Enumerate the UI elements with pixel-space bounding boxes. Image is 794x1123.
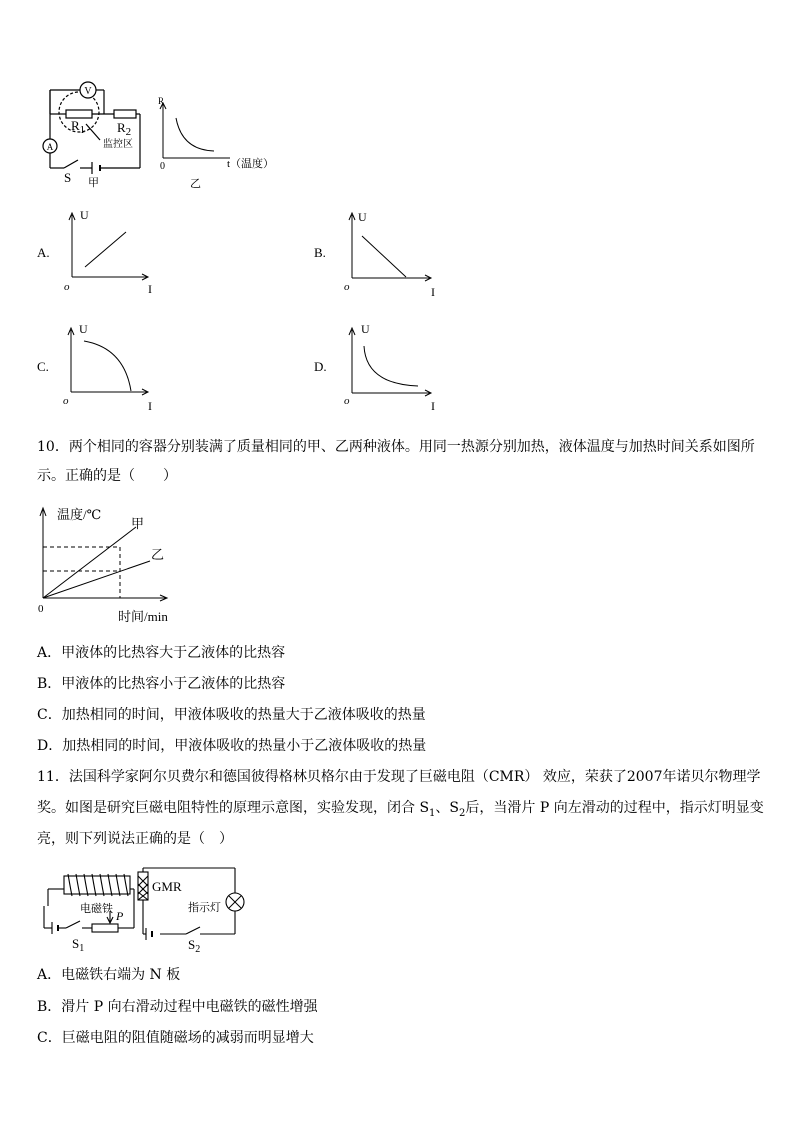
series-yi-line: [43, 561, 150, 598]
figure-circuit-and-rt-graph: [0, 0, 794, 200]
option-d-xlabel: I: [431, 399, 435, 413]
rt-axis-t: t（温度）: [227, 158, 275, 170]
circuit-caption: 甲: [88, 177, 99, 189]
s2-label: $S_2$: [188, 937, 201, 955]
q10-graph-series-yi: 乙: [151, 547, 165, 562]
option-d-graph: [314, 322, 435, 413]
q10-option-d: D．加热相同的时间，甲液体吸收的热量小于乙液体吸收的热量: [37, 738, 427, 754]
switch-label: S: [64, 170, 72, 185]
q11-stem-line2: 奖。如图是研究巨磁电阻特性的原理示意图，实验发现，闭合 $S_1$、$S_2$后，当滑片 P 向左滑动的过程中，指示灯明显变: [37, 800, 764, 819]
q11-option-b: B．滑片 P 向右滑动过程中电磁铁的磁性增强: [37, 999, 318, 1015]
option-c-graph: [37, 322, 152, 413]
q11-option-c: C．巨磁电阻的阻值随磁场的减弱而明显增大: [37, 1030, 314, 1046]
rt-caption: 乙: [190, 178, 201, 190]
q10-graph-xlabel: 时间/min: [118, 609, 168, 624]
option-a-label: A.: [37, 245, 50, 260]
q11-option-a: A．电磁铁右端为 N 板: [37, 967, 181, 983]
electromagnet-coil: [68, 874, 128, 896]
ammeter-label: A: [46, 142, 54, 152]
option-a-ylabel: U: [80, 208, 89, 222]
option-a-graph: [37, 208, 152, 296]
option-b-xlabel: I: [431, 285, 435, 299]
option-a-origin: o: [64, 281, 70, 293]
option-b-ylabel: U: [358, 210, 367, 224]
q10-option-c: C．加热相同的时间，甲液体吸收的热量大于乙液体吸收的热量: [37, 707, 426, 723]
option-a-xlabel: I: [148, 282, 152, 296]
slider-p-label: P: [116, 909, 124, 923]
option-c-origin: o: [63, 395, 69, 407]
voltmeter-label: V: [84, 86, 92, 97]
r1-label: $R_1$: [71, 118, 86, 136]
r2-label: $R_2$: [117, 120, 132, 138]
q11-stem-line1: 11．法国科学家阿尔贝费尔和德国彼得格林贝格尔由于发现了巨磁电阻（CMR） 效应，荣获了2007年诺贝尔物理学: [37, 769, 761, 785]
q10-stem-line1: 10．两个相同的容器分别装满了质量相同的甲、乙两种液体。用同一热源分别加热，液体温度与加热时间关系如图所: [37, 439, 755, 455]
q10-graph-ylabel: 温度/℃: [57, 507, 102, 522]
q9-option-graphs: [0, 200, 794, 420]
option-c-ylabel: U: [79, 322, 88, 336]
gmr-label: GMR: [152, 879, 182, 894]
rt-axis-r: R: [158, 96, 165, 106]
option-c-label: C.: [37, 359, 49, 374]
option-d-label: D.: [314, 359, 327, 374]
option-d-ylabel: U: [361, 322, 370, 336]
q10-option-a: A．甲液体的比热容大于乙液体的比热容: [37, 645, 286, 661]
rt-origin: 0: [160, 161, 165, 172]
q10-graph-series-jia: 甲: [131, 516, 145, 531]
option-d-origin: o: [344, 395, 350, 407]
q10-option-b: B．甲液体的比热容小于乙液体的比热容: [37, 676, 286, 692]
option-c-xlabel: I: [148, 399, 152, 413]
q10-temperature-time-graph: [0, 495, 200, 630]
series-jia-line: [43, 527, 136, 598]
option-b-label: B.: [314, 245, 326, 260]
s1-label: $S_1$: [72, 936, 85, 954]
q11-gmr-circuit: [0, 860, 260, 960]
electromagnet-label: 电磁铁: [80, 903, 113, 915]
lamp-label: 指示灯: [188, 902, 221, 914]
q10-graph-origin: 0: [38, 603, 44, 615]
rt-graph-yi: [160, 103, 230, 158]
option-b-origin: o: [344, 281, 350, 293]
option-b-graph: [314, 210, 435, 299]
monitor-zone-label: 监控区: [103, 139, 133, 150]
q10-stem-line2: 示。正确的是（ ）: [37, 468, 177, 484]
q11-stem-line3: 亮，则下列说法正确的是（ ）: [37, 831, 233, 847]
rt-curve: [176, 118, 214, 151]
